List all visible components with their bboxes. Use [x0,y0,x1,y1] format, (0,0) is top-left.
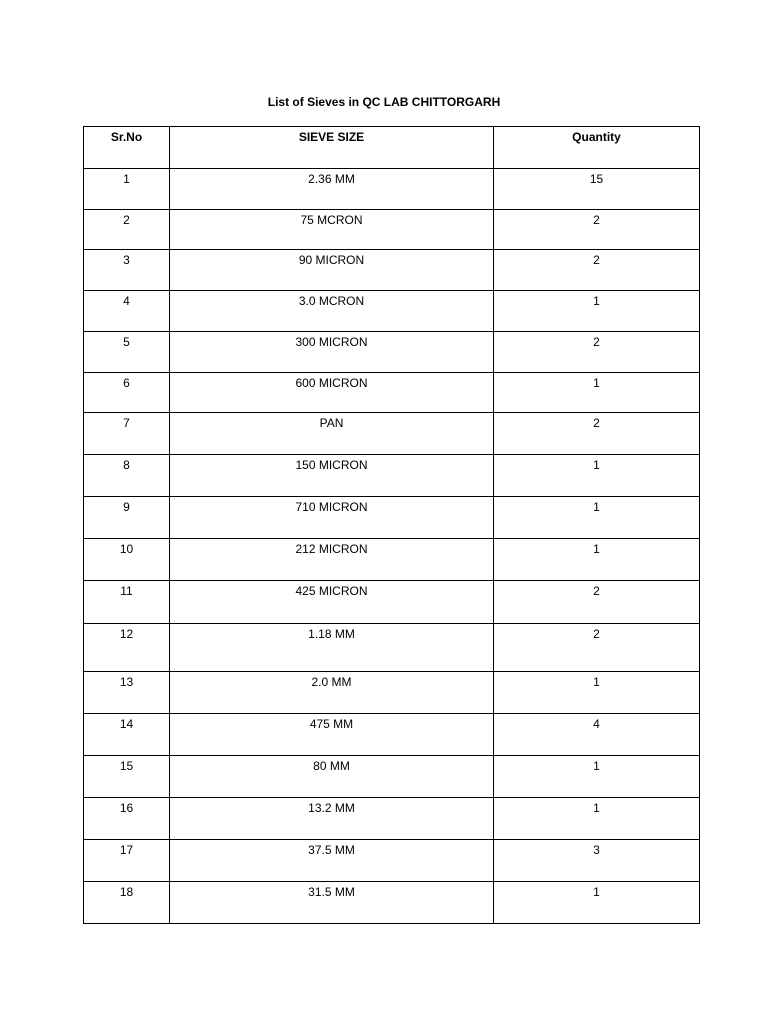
cell-sr-no: 5 [84,332,170,373]
table-row [84,882,700,924]
sieve-table [83,126,700,924]
cell-sr-no: 3 [84,250,170,291]
cell-sr-no: 16 [84,798,170,840]
cell-sieve-size: 150 MICRON [170,455,494,497]
cell-sr-no: 12 [84,624,170,672]
table-row [84,291,700,332]
table-row [84,714,700,756]
table-row [84,413,700,455]
cell-sr-no: 14 [84,714,170,756]
table-row [84,581,700,624]
table-row [84,497,700,539]
column-header-sr-no: Sr.No [84,127,170,169]
cell-quantity: 1 [494,539,700,581]
cell-sr-no: 18 [84,882,170,924]
table-row [84,455,700,497]
column-header-quantity: Quantity [494,127,700,169]
cell-sieve-size: 31.5 MM [170,882,494,924]
page-title: List of Sieves in QC LAB CHITTORGARH [267,95,501,109]
table-row [84,672,700,714]
cell-quantity: 2 [494,250,700,291]
cell-sieve-size: 13.2 MM [170,798,494,840]
table-row [84,373,700,413]
cell-sieve-size: 2.36 MM [170,169,494,210]
table-row [84,798,700,840]
column-header-sieve-size: SIEVE SIZE [170,127,494,169]
table-row [84,210,700,250]
table-row [84,539,700,581]
cell-sieve-size: 300 MICRON [170,332,494,373]
cell-quantity: 4 [494,714,700,756]
cell-sr-no: 13 [84,672,170,714]
cell-quantity: 15 [494,169,700,210]
cell-quantity: 1 [494,455,700,497]
table-row [84,624,700,672]
cell-quantity: 1 [494,497,700,539]
cell-sr-no: 8 [84,455,170,497]
cell-quantity: 2 [494,413,700,455]
cell-quantity: 1 [494,798,700,840]
cell-quantity: 2 [494,210,700,250]
cell-sr-no: 17 [84,840,170,882]
cell-sr-no: 15 [84,756,170,798]
cell-quantity: 2 [494,624,700,672]
cell-quantity: 1 [494,882,700,924]
cell-sieve-size: 425 MICRON [170,581,494,624]
cell-sieve-size: 1.18 MM [170,624,494,672]
cell-sr-no: 7 [84,413,170,455]
cell-sr-no: 4 [84,291,170,332]
cell-quantity: 1 [494,672,700,714]
cell-quantity: 3 [494,840,700,882]
cell-quantity: 2 [494,581,700,624]
cell-quantity: 1 [494,756,700,798]
cell-quantity: 2 [494,332,700,373]
cell-sr-no: 11 [84,581,170,624]
cell-sr-no: 10 [84,539,170,581]
table-row [84,840,700,882]
cell-sieve-size: 600 MICRON [170,373,494,413]
table-row [84,332,700,373]
table-row [84,756,700,798]
cell-sr-no: 2 [84,210,170,250]
cell-sieve-size: 80 MM [170,756,494,798]
cell-sieve-size: 212 MICRON [170,539,494,581]
table-row [84,250,700,291]
table-row [84,169,700,210]
cell-sieve-size: 2.0 MM [170,672,494,714]
cell-sieve-size: 37.5 MM [170,840,494,882]
cell-sieve-size: 3.0 MCRON [170,291,494,332]
cell-quantity: 1 [494,291,700,332]
cell-sr-no: 1 [84,169,170,210]
cell-sieve-size: 475 MM [170,714,494,756]
cell-sieve-size: 90 MICRON [170,250,494,291]
cell-sr-no: 6 [84,373,170,413]
cell-quantity: 1 [494,373,700,413]
cell-sr-no: 9 [84,497,170,539]
cell-sieve-size: 710 MICRON [170,497,494,539]
cell-sieve-size: PAN [170,413,494,455]
table-header-row [84,127,700,169]
cell-sieve-size: 75 MCRON [170,210,494,250]
